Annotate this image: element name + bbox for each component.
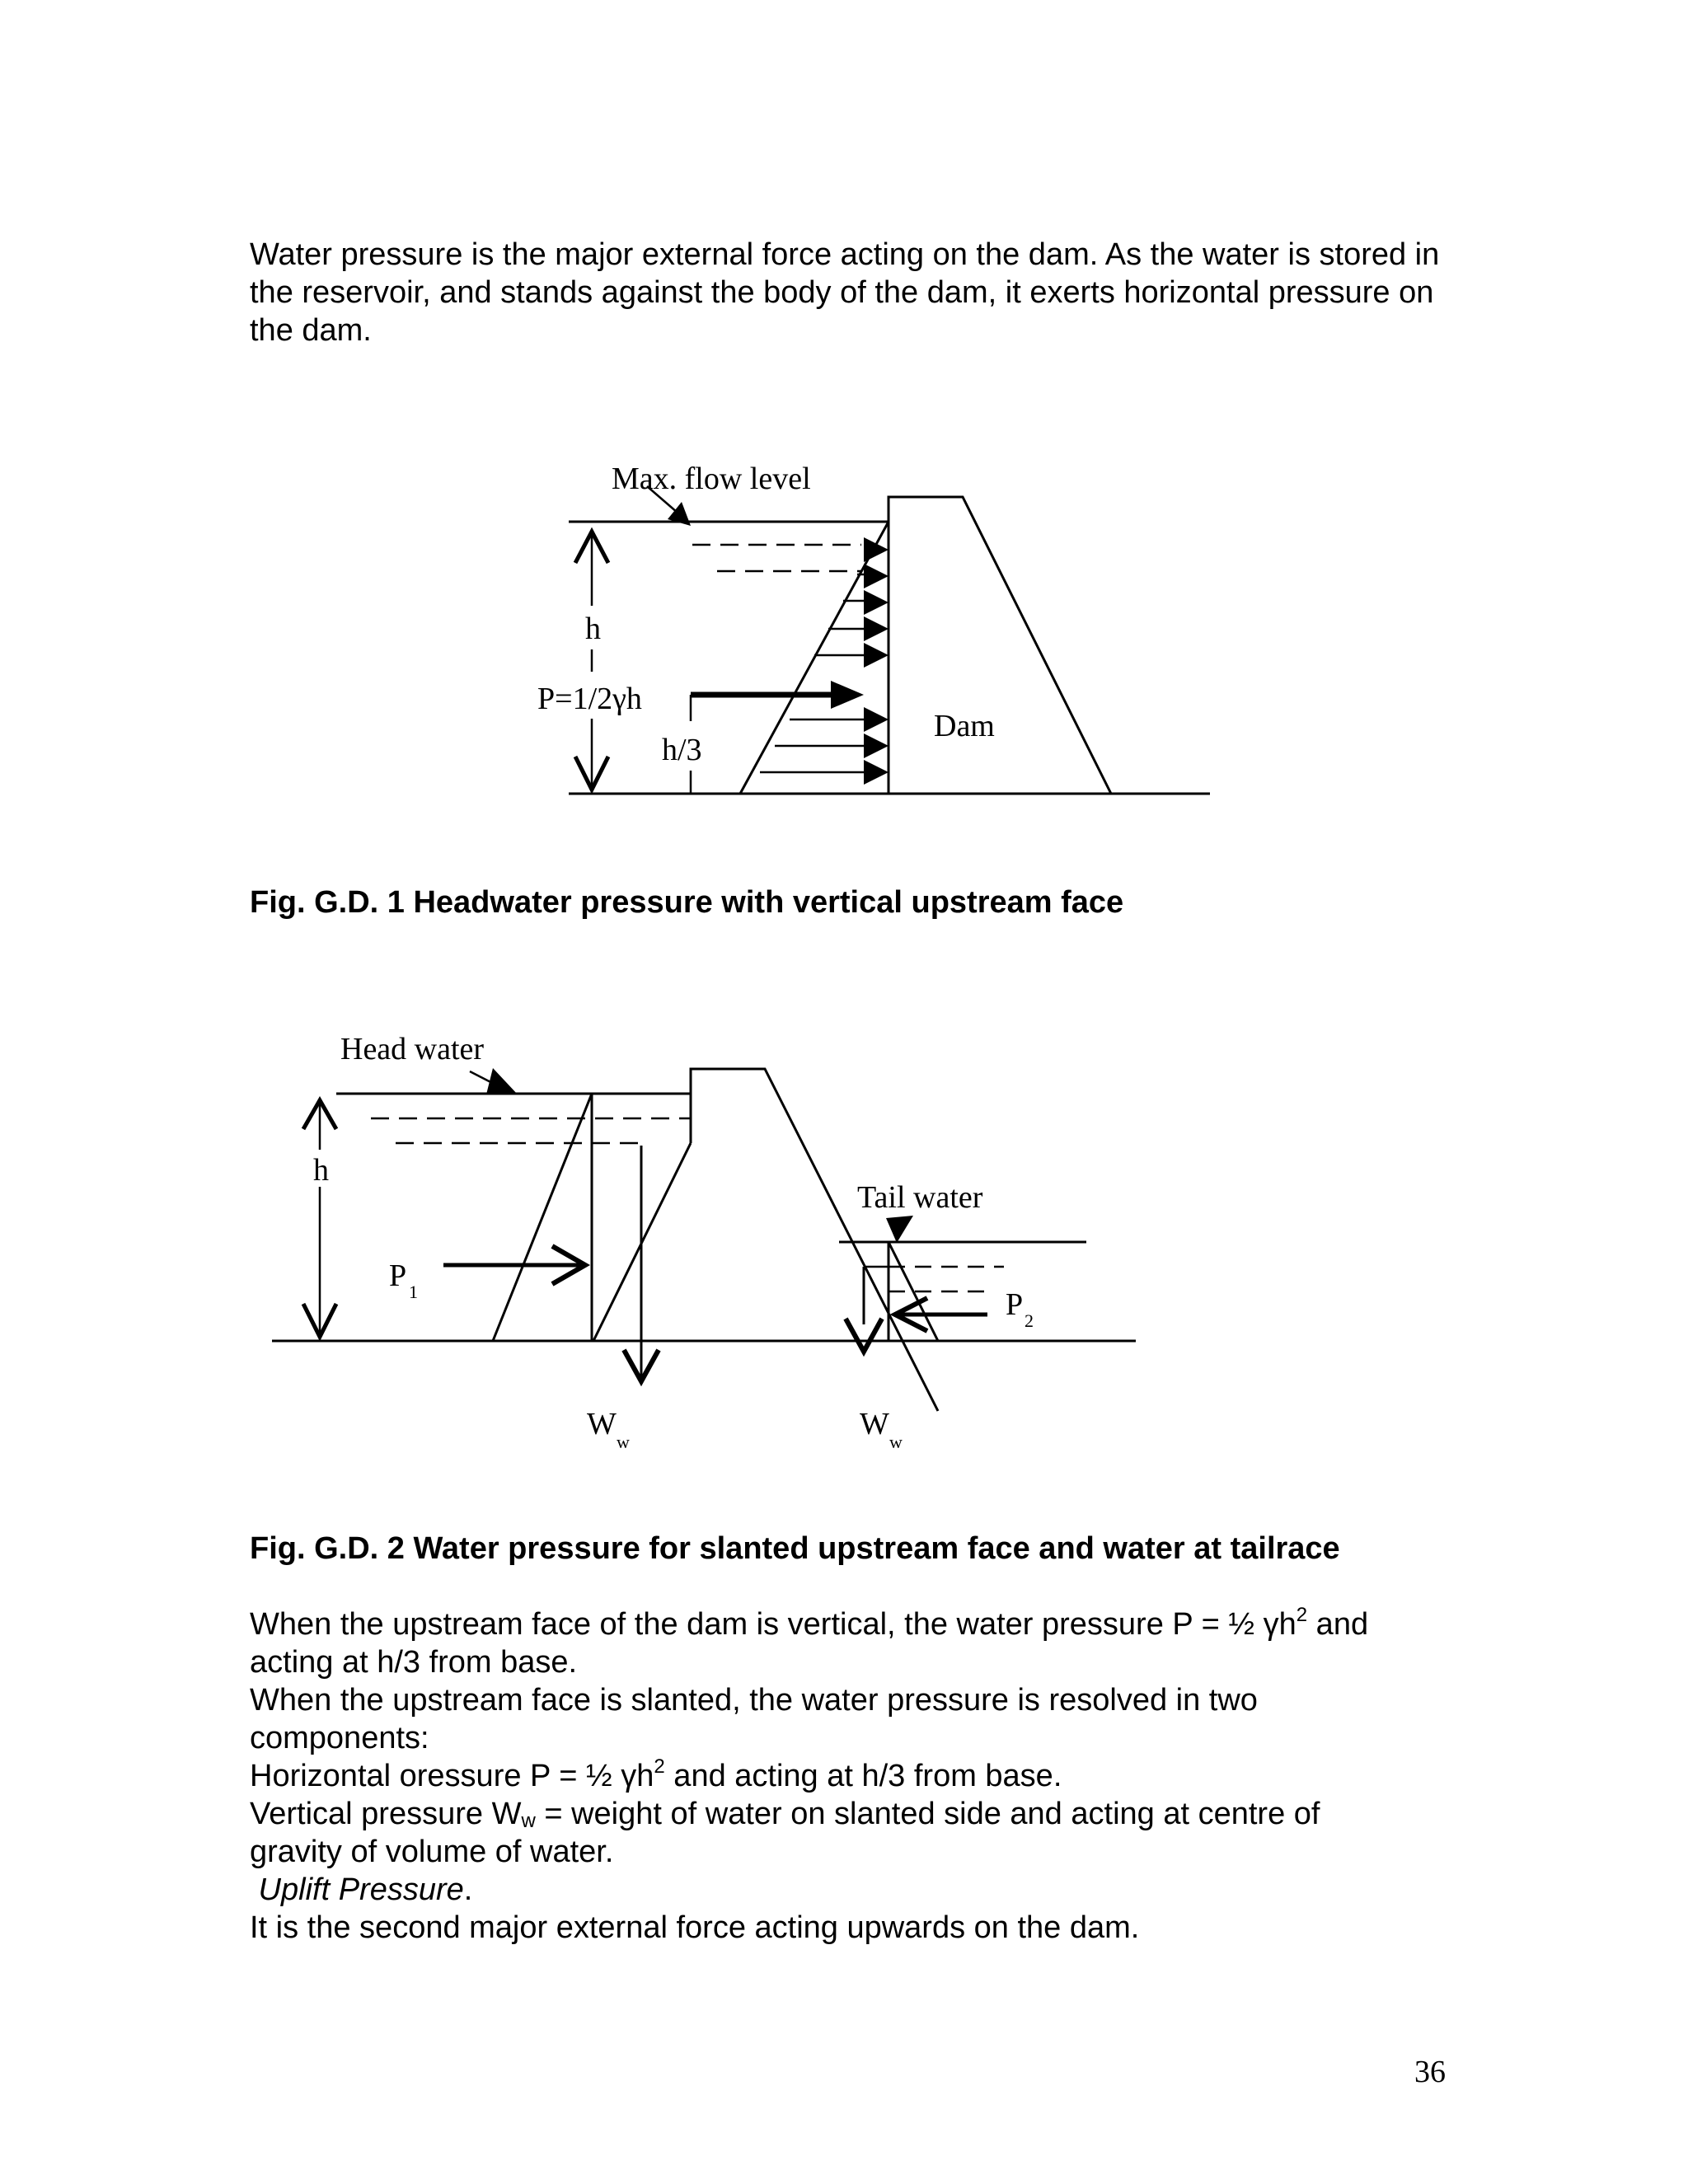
- h-label-2: h: [313, 1153, 329, 1188]
- intro-paragraph: Water pressure is the major external force acting on the dam. As the water is stored in the reservoir, and stands against the body of the dam, it exerts horizontal pressure on the dam.: [250, 237, 1440, 348]
- max-flow-level-label: Max. flow level: [612, 462, 811, 496]
- body-line-3: When the upstream face is slanted, the water pressure is resolved in two: [250, 1683, 1258, 1718]
- body-line-4: components:: [250, 1721, 429, 1755]
- body-line-7: gravity of volume of water.: [250, 1835, 614, 1869]
- body-line-2: acting at h/3 from base.: [250, 1645, 578, 1680]
- p1-label: P: [389, 1258, 407, 1293]
- pressure-diagram-line-2: [493, 1094, 592, 1341]
- body-line-6: Vertical pressure $W_w$ = weight of water on slanted side and acting at centre of: [250, 1797, 1320, 1832]
- ww-label-2: W: [860, 1407, 889, 1441]
- p2-subscript: 2: [1025, 1310, 1034, 1331]
- figure-1-caption: Fig. G.D. 1 Headwater pressure with vertical upstream face: [250, 885, 1124, 920]
- tail-water-label: Tail water: [857, 1180, 983, 1215]
- tail-water-arrow-head: [886, 1216, 913, 1243]
- p2-label: P: [1006, 1287, 1024, 1322]
- ww-subscript-2: w: [889, 1432, 903, 1452]
- p1-subscript: 1: [409, 1282, 418, 1302]
- body-line-5: Horizontal oressure P = ½ $\gamma h^2$ and acting at h/3 from base.: [250, 1755, 1062, 1793]
- ww-subscript-1: w: [617, 1432, 630, 1452]
- head-water-arrow-head: [486, 1068, 518, 1094]
- body-line-9: It is the second major external force acting upwards on the dam.: [250, 1910, 1140, 1945]
- dam-label: Dam: [934, 709, 995, 743]
- body-line-8: Uplift Pressure.: [250, 1872, 473, 1907]
- h-label: h: [585, 612, 601, 646]
- page-number: 36: [1414, 2055, 1446, 2089]
- dam-outline-2: [691, 1069, 938, 1411]
- figure-2-caption: Fig. G.D. 2 Water pressure for slanted upstream face and water at tailrace: [250, 1531, 1340, 1566]
- pressure-formula-label: P=1/2γh: [537, 682, 642, 716]
- uplift-pressure-heading: Uplift Pressure: [250, 1872, 464, 1907]
- ww-label-1: W: [587, 1407, 617, 1441]
- h3-label: h/3: [662, 733, 702, 767]
- body-line-1: When the upstream face of the dam is vertical, the water pressure P = ½ $\gamma h^2$ and: [250, 1604, 1369, 1642]
- head-water-label: Head water: [340, 1032, 485, 1066]
